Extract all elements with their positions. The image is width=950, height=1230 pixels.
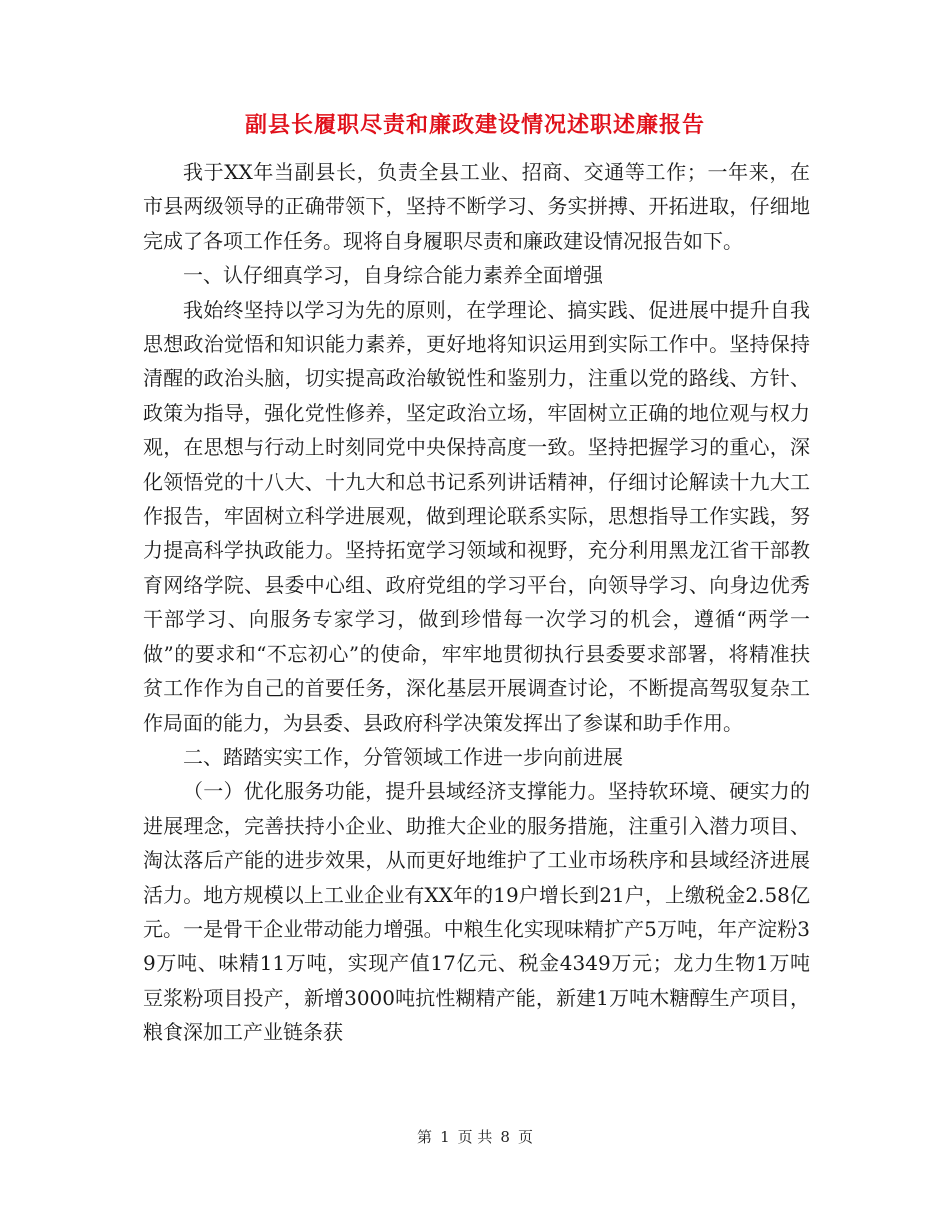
footer-prefix: 第 <box>417 1128 433 1146</box>
footer-suffix: 页 <box>517 1128 533 1146</box>
paragraph-intro: 我于XX年当副县长，负责全县工业、招商、交通等工作；一年来，在市县两级领导的正确带领下，坚持不断学习、务实拼搏、开拓进取，仔细地完成了各项工作任务。现将自身履职尽责和廉政建设情况报告如下。 <box>143 160 810 253</box>
total-page-count: 8 <box>500 1128 510 1146</box>
footer-mid: 页 共 <box>457 1128 493 1146</box>
document-title: 副县长履职尽责和廉政建设情况述职述廉报告 <box>244 113 705 138</box>
section-heading-2: 二、踏踏实实工作，分管领域工作进一步向前进展 <box>183 744 623 769</box>
paragraph-services: （一）优化服务功能，提升县域经济支撑能力。坚持软环境、硬实力的进展理念，完善扶持小企业、助推大企业的服务措施，注重引入潜力项目、淘汰落后产能的进步效果，从而更好地维护了工业市场秩序和县域经济进展活力。地方规模以上工业企业有XX年的19户增长到21户，上缴税金2.58亿元。一是骨干企业带动能力增强。中粮生化实现味精扩产5万吨，年产淀粉39万吨、味精11万吨，实现产值17亿元、税金4349万元；龙力生物1万吨豆浆粉项目投产，新增3000吨抗性糊精产能，新建1万吨木糖醇生产项目，粮食深加工产业链条获 <box>143 779 810 1045</box>
current-page-number: 1 <box>440 1128 450 1146</box>
paragraph-study: 我始终坚持以学习为先的原则，在学理论、搞实践、促进展中提升自我思想政治觉悟和知识能力素养，更好地将知识运用到实际工作中。坚持保持清醒的政治头脑，切实提高政治敏锐性和鉴别力，注重以党的路线、方针、政策为指导，强化党性修养，坚定政治立场，牢固树立正确的地位观与权力观，在思想与行动上时刻同党中央保持高度一致。坚持把握学习的重心，深化领悟党的十八大、十九大和总书记系列讲话精神，仔细讨论解读十九大工作报告，牢固树立科学进展观，做到理论联系实际，思想指导工作实践，努力提高科学执政能力。坚持拓宽学习领域和视野，充分利用黑龙江省干部教育网络学院、县委中心组、政府党组的学习平台，向领导学习、向身边优秀干部学习、向服务专家学习，做到珍惜每一次学习的机会，遵循“两学一做”的要求和“不忘初心”的使命，牢牢地贯彻执行县委要求部署，将精准扶贫工作作为自己的首要任务，深化基层开展调查讨论，不断提高驾驭复杂工作局面的能力，为县委、县政府科学决策发挥出了参谋和助手作用。 <box>143 297 810 735</box>
section-heading-1: 一、认仔细真学习，自身综合能力素养全面增强 <box>183 263 603 288</box>
document-body <box>143 155 810 1050</box>
page-footer <box>0 1126 950 1147</box>
